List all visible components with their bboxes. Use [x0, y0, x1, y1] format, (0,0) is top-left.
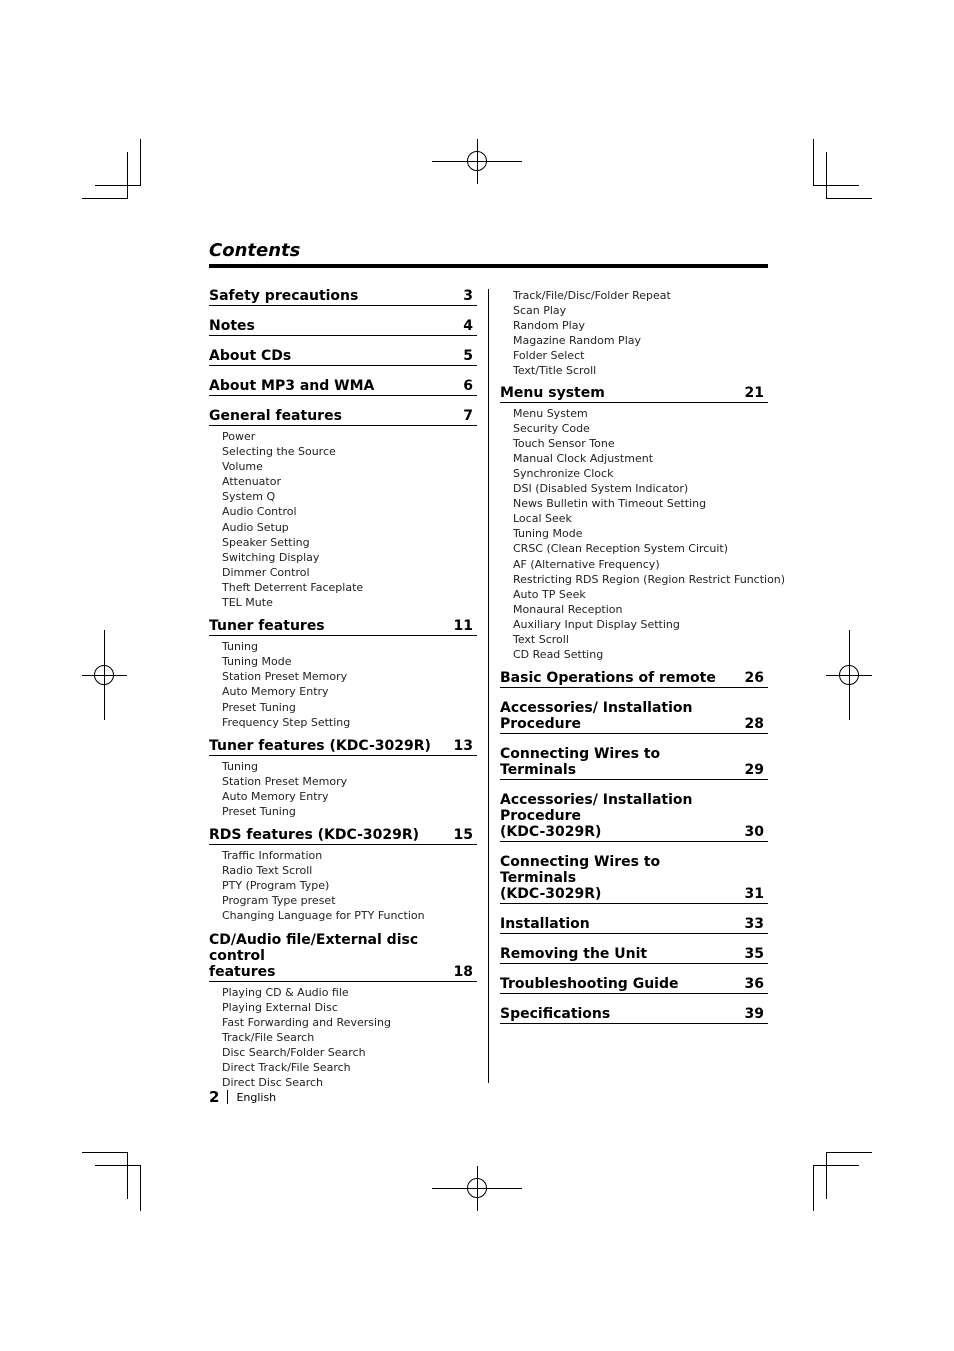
toc-subitem[interactable]: Audio Control [222, 505, 297, 519]
toc-section [500, 854, 768, 904]
toc-subitems [500, 288, 768, 379]
toc-entry[interactable] [500, 946, 768, 964]
toc-entry-title: Tuner features [209, 618, 325, 635]
toc-subitem[interactable]: Speaker Setting [222, 535, 310, 549]
toc-entry-title: About MP3 and WMA [209, 378, 375, 394]
toc-subitem[interactable]: Auto Memory Entry [222, 685, 329, 699]
registration-circle [467, 151, 487, 171]
toc-subitem[interactable]: Auto Memory Entry [222, 789, 329, 803]
toc-entry[interactable] [209, 318, 477, 336]
toc-subitem[interactable]: Track/File/Disc/Folder Repeat [513, 289, 671, 302]
toc-subitem[interactable]: Attenuator [222, 475, 281, 489]
toc-entry[interactable] [209, 827, 477, 845]
toc-section [500, 700, 768, 734]
toc-subitem[interactable]: Selecting the Source [222, 445, 336, 459]
page-number: 2 [209, 1088, 220, 1106]
toc-entry[interactable] [209, 932, 477, 982]
toc-entry-page: 29 [744, 762, 764, 779]
toc-entry[interactable] [500, 792, 768, 842]
toc-section [500, 746, 768, 780]
toc-section [209, 618, 477, 730]
crop-mark [813, 1165, 814, 1211]
toc-subitem[interactable]: Tuning Mode [513, 527, 583, 541]
toc-section [500, 916, 768, 934]
toc-subitem[interactable]: Restricting RDS Region (Region Restrict Function) [513, 572, 786, 586]
toc-entry[interactable] [500, 385, 768, 403]
crop-mark [826, 1152, 872, 1153]
page-title: Contents [209, 240, 301, 261]
toc-entry-title: Specifications [500, 1006, 611, 1023]
toc-subitem[interactable]: Playing CD & Audio file [222, 985, 349, 999]
toc-subitem[interactable]: Fast Forwarding and Reversing [222, 1015, 391, 1029]
toc-entry-title: CD/Audio file/External disc control features [209, 931, 419, 980]
toc-subitem[interactable]: Changing Language for PTY Function [222, 909, 425, 923]
toc-subitem[interactable]: DSI (Disabled System Indicator) [513, 482, 689, 496]
toc-subitem[interactable]: System Q [222, 490, 276, 504]
toc-entry[interactable] [500, 746, 768, 780]
toc-subitem[interactable]: Magazine Random Play [513, 334, 641, 348]
toc-subitem[interactable]: Volume [222, 460, 263, 474]
toc-entry-title: Tuner features (KDC-3029R) [209, 737, 431, 754]
toc-section [209, 827, 477, 923]
toc-section [209, 738, 477, 819]
toc-section [209, 378, 477, 396]
toc-entry-title: Troubleshooting Guide [500, 976, 679, 993]
toc-entry[interactable] [500, 854, 768, 904]
toc-entry-title: Accessories/ Installation Procedure (KDC-3029R) [500, 792, 693, 841]
toc-section [500, 946, 768, 964]
toc-entry-page: 3 [463, 288, 473, 304]
toc-entry[interactable] [500, 670, 768, 688]
toc-entry-page: 4 [463, 318, 473, 334]
toc-entry-title: Installation [500, 916, 590, 933]
toc-subitem[interactable]: Preset Tuning [222, 700, 296, 714]
toc-right-column [500, 288, 786, 1024]
toc-entry-page: 11 [453, 618, 473, 635]
toc-subitem[interactable]: Security Code [513, 421, 590, 435]
registration-circle [467, 1178, 487, 1198]
toc-entry-title: Removing the Unit [500, 946, 648, 963]
toc-entry[interactable] [209, 378, 477, 396]
toc-subitem[interactable]: Station Preset Memory [222, 774, 348, 788]
toc-subitem[interactable]: Audio Setup [222, 520, 289, 534]
toc-subitem[interactable]: Tuning [222, 759, 259, 773]
footer-language: English [236, 1090, 277, 1104]
toc-section [500, 1006, 768, 1024]
toc-subitem[interactable]: AF (Alternative Frequency) [513, 557, 660, 571]
toc-entry-title: Notes [209, 318, 255, 334]
toc-entry-page: 6 [463, 378, 473, 394]
toc-entry-page: 35 [744, 946, 764, 963]
toc-entry-page: 5 [463, 348, 473, 364]
toc-subitem[interactable]: Traffic Information [222, 849, 323, 863]
toc-section [500, 792, 768, 842]
toc-entry-page: 21 [744, 384, 764, 401]
toc-subitem[interactable]: Track/File Search [222, 1030, 315, 1044]
crop-mark [127, 152, 128, 199]
toc-entry-title: Connecting Wires to Terminals [500, 746, 661, 779]
toc-subitem[interactable]: Synchronize Clock [513, 466, 614, 480]
toc-subitem[interactable]: Touch Sensor Tone [513, 436, 615, 450]
title-rule [209, 264, 768, 268]
toc-subitem[interactable]: Random Play [513, 319, 585, 333]
toc-subitem[interactable]: Direct Track/File Search [222, 1061, 351, 1074]
toc-subitem[interactable]: Station Preset Memory [222, 670, 348, 684]
toc-entry-title: Menu system [500, 384, 605, 401]
toc-subitem[interactable]: TEL Mute [222, 596, 273, 610]
toc-entry-title: About CDs [209, 348, 292, 364]
toc-subitem[interactable]: Frequency Step Setting [222, 715, 351, 729]
crop-mark [826, 152, 827, 199]
crop-mark [127, 1152, 128, 1199]
crop-mark [82, 1152, 128, 1153]
toc-section [209, 318, 477, 336]
toc-entry-page: 26 [744, 670, 764, 687]
toc-entry[interactable] [500, 700, 768, 734]
crop-mark [813, 139, 814, 186]
toc-entry[interactable] [500, 1006, 768, 1024]
toc-subitems [209, 845, 477, 923]
toc-entry[interactable] [209, 738, 477, 756]
toc-subitem[interactable]: Playing External Disc [222, 1000, 338, 1014]
column-divider [488, 289, 489, 1083]
toc-subitem[interactable]: Program Type preset [222, 894, 336, 908]
toc-entry[interactable] [500, 976, 768, 994]
toc-subitem[interactable]: Theft Deterrent Faceplate [222, 580, 364, 594]
toc-subitem[interactable]: Scan Play [513, 304, 567, 318]
crop-mark [95, 1165, 141, 1166]
toc-subitem[interactable]: Menu System [513, 406, 588, 420]
toc-entry-page: 7 [463, 408, 473, 424]
toc-subitems [500, 403, 786, 663]
toc-subitem[interactable]: Disc Search/Folder Search [222, 1045, 366, 1059]
toc-subitem[interactable]: Switching Display [222, 550, 320, 564]
toc-subitem[interactable]: Text/Title Scroll [513, 364, 597, 378]
toc-subitems [209, 756, 477, 819]
toc-subitem[interactable]: Dimmer Control [222, 565, 310, 579]
toc-section [500, 670, 768, 688]
toc-section [209, 932, 477, 1091]
toc-entry[interactable] [500, 916, 768, 934]
toc-entry-title: General features [209, 408, 342, 424]
crop-mark [95, 185, 141, 186]
toc-subitem[interactable]: News Bulletin with Timeout Setting [513, 497, 707, 511]
toc-section [500, 976, 768, 994]
toc-subitem[interactable]: CD Read Setting [513, 648, 604, 662]
toc-subitem[interactable]: Text Scroll [513, 632, 569, 646]
toc-section [209, 408, 477, 610]
toc-left-column [209, 288, 477, 1090]
toc-subitem[interactable]: Tuning [222, 640, 259, 654]
toc-subitem[interactable]: Radio Text Scroll [222, 864, 313, 878]
toc-subitem[interactable]: Direct Disc Search [222, 1076, 324, 1090]
toc-entry[interactable] [209, 408, 477, 426]
toc-subitem[interactable]: PTY (Program Type) [222, 879, 330, 893]
registration-circle [839, 665, 859, 685]
toc-entry-page: 31 [744, 886, 764, 903]
toc-entry-title: Basic Operations of remote [500, 670, 716, 687]
toc-entry-page: 33 [744, 916, 764, 933]
crop-mark [82, 198, 128, 199]
toc-entry-title: RDS features (KDC-3029R) [209, 827, 420, 844]
toc-entry-page: 15 [453, 827, 473, 844]
toc-subitem[interactable]: Preset Tuning [222, 804, 296, 818]
toc-entry-page: 28 [744, 716, 764, 733]
toc-entry-title: Safety precautions [209, 288, 359, 304]
crop-mark [826, 198, 872, 199]
crop-mark [813, 1165, 859, 1166]
toc-entry-page: 13 [453, 737, 473, 754]
crop-mark [140, 139, 141, 186]
toc-entry-page: 18 [453, 963, 473, 980]
toc-subitem[interactable]: Auxiliary Input Display Setting [513, 617, 680, 631]
registration-circle [94, 665, 114, 685]
toc-entry-title: Accessories/ Installation Procedure [500, 700, 693, 733]
toc-entry-title: Connecting Wires to Terminals (KDC-3029R) [500, 854, 661, 903]
toc-subitem[interactable]: Local Seek [513, 512, 572, 526]
toc-subitem[interactable]: Manual Clock Adjustment [513, 451, 654, 465]
crop-mark [826, 1152, 827, 1199]
toc-subitems [209, 426, 477, 610]
toc-entry[interactable] [209, 348, 477, 366]
toc-subitem[interactable]: Power [222, 430, 256, 443]
crop-mark [813, 185, 859, 186]
toc-section [209, 348, 477, 366]
page-footer [209, 1088, 276, 1106]
toc-entry-page: 39 [744, 1006, 764, 1023]
toc-section [500, 384, 786, 663]
toc-entry[interactable] [209, 288, 477, 306]
footer-separator [227, 1090, 228, 1104]
toc-subitem[interactable]: CRSC (Clean Reception System Circuit) [513, 542, 728, 556]
toc-subitem[interactable]: Folder Select [513, 349, 585, 363]
toc-section [209, 288, 477, 306]
toc-subitem[interactable]: Auto TP Seek [513, 587, 586, 601]
toc-subitem[interactable]: Monaural Reception [513, 602, 623, 616]
toc-subitems [209, 982, 477, 1091]
crop-mark [140, 1165, 141, 1211]
toc-entry-page: 30 [744, 824, 764, 841]
toc-subitem[interactable]: Tuning Mode [222, 655, 292, 669]
toc-entry[interactable] [209, 618, 477, 636]
toc-subitems [209, 636, 477, 730]
toc-entry-page: 36 [744, 976, 764, 993]
